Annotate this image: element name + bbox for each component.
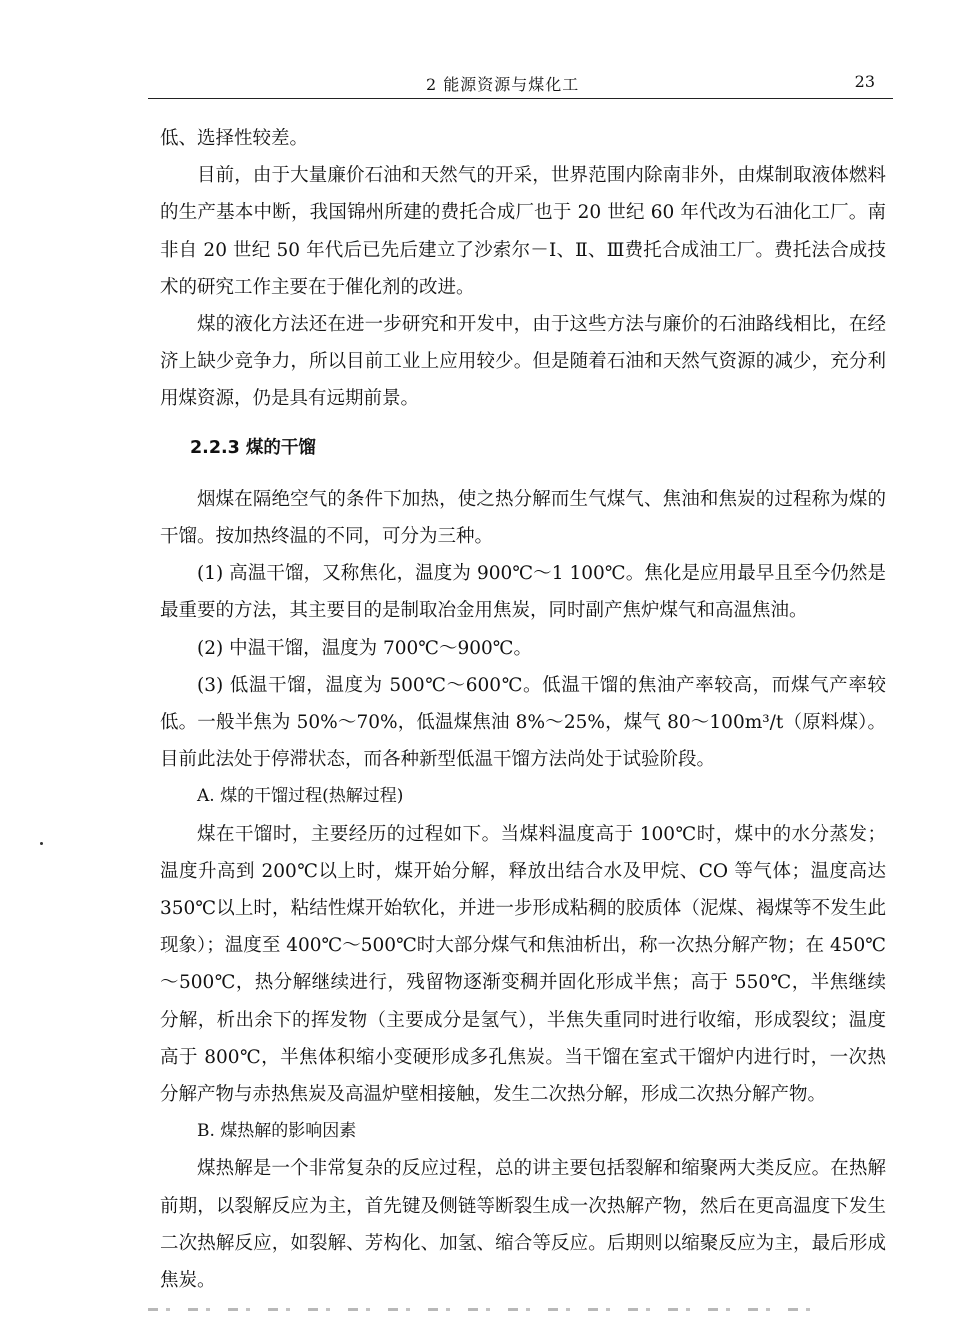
section-heading: 2.2.3 煤的干馏 (190, 437, 316, 458)
paragraph: (2) 中温干馏，温度为 700℃～900℃。 (197, 637, 532, 659)
paragraph: 烟煤在隔绝空气的条件下加热，使之热分解而生气煤气、焦油和焦炭的过程称为煤的干馏。按加热终温的不同，可分为三种。 (160, 488, 886, 548)
paragraph: 煤的液化方法还在进一步研究和开发中，由于这些方法与廉价的石油路线相比，在经济上缺少竞争力，所以目前工业上应用较少。但是随着石油和天然气资源的减少，充分利用煤资源，仍是具有远期前景。 (160, 314, 886, 410)
page-body (160, 120, 886, 1299)
subheading-a: A. 煤的干馏过程(热解过程) (197, 786, 404, 807)
chapter-title: 2 能源资源与煤化工 (426, 75, 580, 94)
paragraph-continued: 低、选择性较差。 (160, 128, 309, 149)
running-header (148, 66, 893, 99)
paragraph: (1) 高温干馏，又称焦化，温度为 900℃～1 100℃。焦化是应用最早且至今仍然是最重要的方法，其主要目的是制取冶金用焦炭，同时副产焦炉煤气和高温焦油。 (160, 563, 886, 622)
scan-bottom-edge (148, 1308, 828, 1311)
margin-speck (40, 842, 43, 845)
page-number: 23 (854, 72, 875, 91)
paragraph: 煤在干馏时，主要经历的过程如下。当煤料温度高于 100℃时，煤中的水分蒸发；温度升高到 200℃以上时，煤开始分解，释放出结合水及甲烷、CO 等气体；温度高达 350℃以上时，粘结性煤开始软化，并进一步形成粘稠的胶质体（泥煤、褐煤等不发生此现象）；温度至 400℃～500℃时大部分煤气和焦油析出，称一次热分解产物；在 450℃～500℃，热分解继续进行，残留物逐渐变稠并固化形成半焦；高于 550℃，半焦继续分解，析出余下的挥发物（主要成分是氢气），半焦失重同时进行收缩，形成裂纹；温度高于 800℃，半焦体积缩小变硬形成多孔焦炭。当干馏在室式干馏炉内进行时，一次热分解产物与赤热焦炭及高温炉壁相接触，发生二次热分解，形成二次热分解产物。 (160, 823, 886, 1106)
paragraph: (3) 低温干馏，温度为 500℃～600℃。低温干馏的焦油产率较高，而煤气产率较低。一般半焦为 50%～70%，低温煤焦油 8%～25%，煤气 80～100m³/t（原料煤）。目前此法处于停滞状态，而各种新型低温干馏方法尚处于试验阶段。 (160, 674, 886, 771)
subheading-b: B. 煤热解的影响因素 (197, 1121, 357, 1142)
paragraph: 目前，由于大量廉价石油和天然气的开采，世界范围内除南非外，由煤制取液体燃料的生产基本中断，我国锦州所建的费托合成厂也于 20 世纪 60 年代改为石油化工厂。南非自 20 世纪 50 年代后已先后建立了沙索尔－Ⅰ、Ⅱ、Ⅲ费托合成油工厂。费托法合成技术的研究工作主要在于催化剂的改进。 (160, 165, 886, 298)
paragraph: 煤热解是一个非常复杂的反应过程，总的讲主要包括裂解和缩聚两大类反应。在热解前期，以裂解反应为主，首先键及侧链等断裂生成一次热解产物，然后在更高温度下发生二次热解反应，如裂解、芳构化、加氢、缩合等反应。后期则以缩聚反应为主，最后形成焦炭。 (160, 1158, 886, 1292)
